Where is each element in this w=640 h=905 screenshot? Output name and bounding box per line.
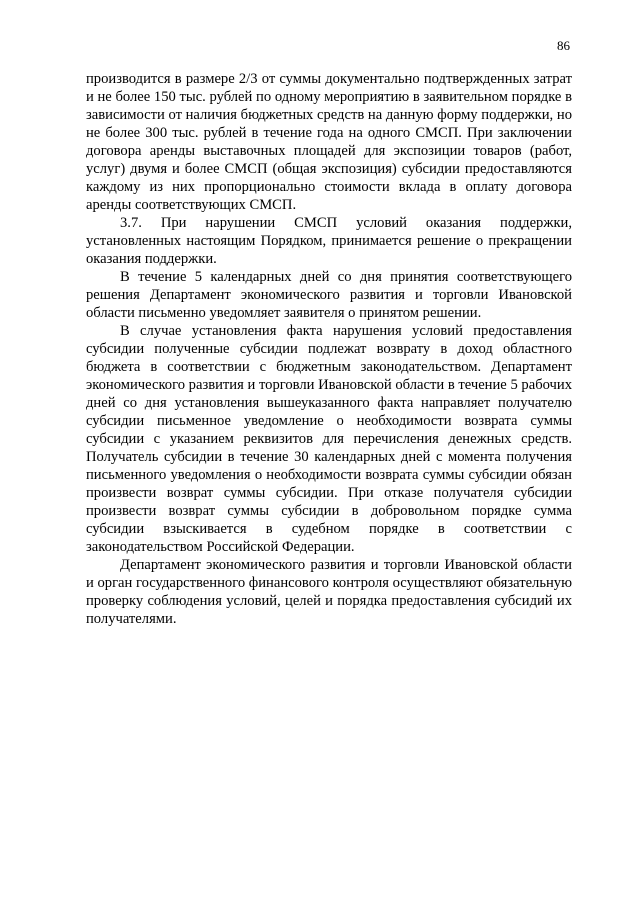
document-body [86,70,572,628]
paragraph-subsidy-return: В случае установления факта нарушения условий предоставления субсидии полученные субсидии подлежат возврату в доход областного бюджета в соответствии с бюджетным законодательством. Департамент экономического развития и торговли Ивановской области в течение 5 рабочих дней со дня установления вышеуказанного факта направляет получателю субсидии письменное уведомление о необходимости возврата суммы субсидии с указанием реквизитов для перечисления денежных средств. Получатель субсидии в течение 30 календарных дней с момента получения письменного уведомления о необходимости возврата суммы субсидии обязан произвести возврат суммы субсидии. При отказе получателя субсидии произвести возврат суммы субсидии в добровольном порядке сумма субсидии взыскивается в судебном порядке в соответствии с законодательством Российской Федерации. [86,323,572,555]
paragraph-continuation: производится в размере 2/3 от суммы документально подтвержденных затрат и не более 150 тыс. рублей по одному мероприятию в заявительном порядке в зависимости от наличия бюджетных средств на данную форму поддержки, но не более 300 тыс. рублей в течение года на одного СМСП. При заключении договора аренды выставочных площадей для экспозиции товаров (работ, услуг) двумя и более СМСП (общая экспозиция) субсидии предоставляются каждому из них пропорционально стоимости вклада в оплату договора аренды соответствующих СМСП. [86,71,572,213]
page-number: 86 [557,38,570,53]
paragraph-control-check: Департамент экономического развития и торговли Ивановской области и орган государственного финансового контроля осуществляют обязательную проверку соблюдения условий, целей и порядка предоставления субсидий их получателями. [86,557,572,627]
paragraph-notification: В течение 5 календарных дней со дня принятия соответствующего решения Департамент экономического развития и торговли Ивановской области письменно уведомляет заявителя о принятом решении. [86,269,572,321]
paragraph-clause-3-7: 3.7. При нарушении СМСП условий оказания поддержки, установленных настоящим Порядком, принимается решение о прекращении оказания поддержки. [86,215,572,267]
